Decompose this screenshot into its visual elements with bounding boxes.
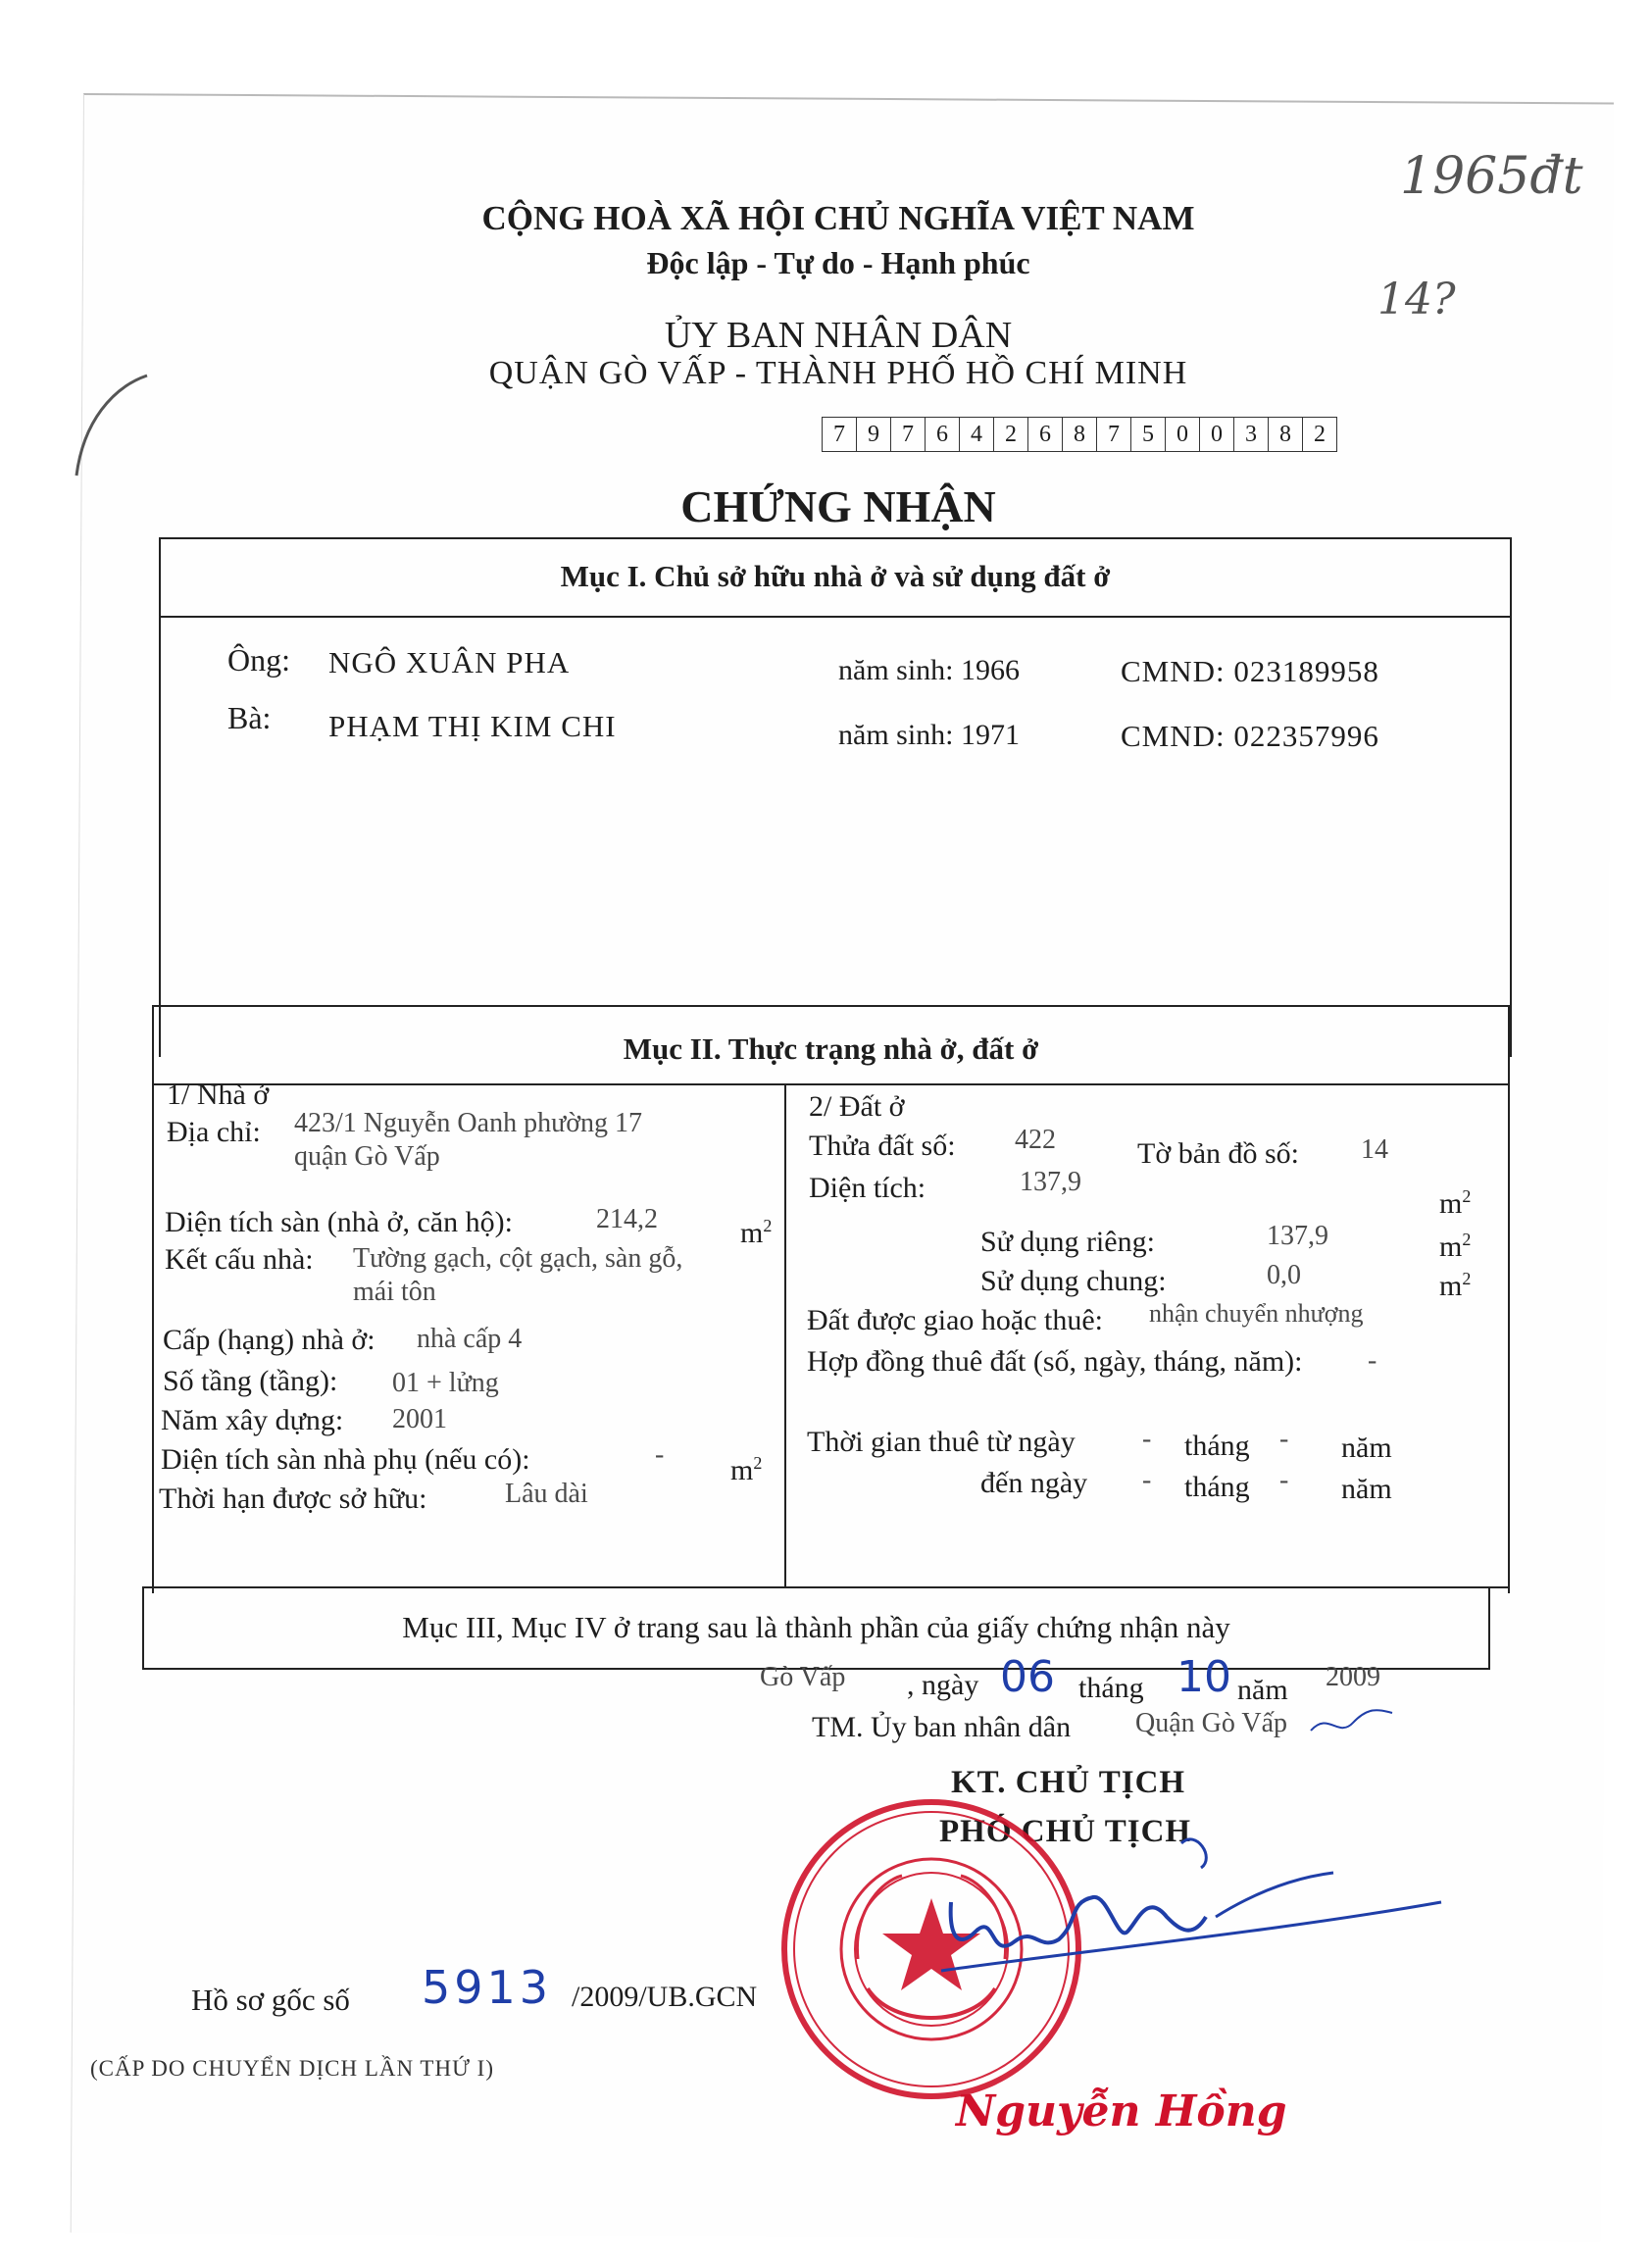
land-area-label: Diện tích: xyxy=(809,1172,926,1204)
allocated-label: Đất được giao hoặc thuê: xyxy=(807,1304,1104,1336)
map-sheet-value: 14 xyxy=(1361,1134,1388,1165)
lease-to-month: - xyxy=(1279,1465,1289,1495)
map-sheet-label: Tờ bản đồ số: xyxy=(1137,1137,1300,1170)
lease-to-year-label: năm xyxy=(1341,1473,1392,1505)
grade-value: nhà cấp 4 xyxy=(417,1324,523,1354)
private-use-unit: m xyxy=(1439,1231,1463,1263)
address-line1: 423/1 Nguyễn Oanh phường 17 xyxy=(294,1108,643,1138)
lease-to-label: đến ngày xyxy=(980,1467,1088,1499)
serial-digit: 5 xyxy=(1130,417,1166,452)
shared-use-label: Sử dụng chung: xyxy=(980,1265,1167,1297)
land-area-unit-sup: 2 xyxy=(1462,1186,1472,1206)
certificate-title: CHỨNG NHẬN xyxy=(680,481,996,531)
floors-value: 01 + lửng xyxy=(392,1368,499,1398)
initial-scribble xyxy=(1309,1701,1397,1740)
shared-use-unit: m xyxy=(1439,1270,1463,1302)
owner2-title: Bà: xyxy=(227,700,272,735)
floors-label: Số tầng (tầng): xyxy=(163,1365,338,1397)
margin-note-1965: 1965đt xyxy=(1400,147,1583,206)
serial-digit: 7 xyxy=(890,417,926,452)
dossier-number: 5913 xyxy=(422,1961,553,2014)
lease-contract-value: - xyxy=(1368,1345,1377,1376)
district-title: QUẬN GÒ VẤP - THÀNH PHỐ HỒ CHÍ MINH xyxy=(488,355,1188,391)
ownership-term-value: Lâu dài xyxy=(505,1479,588,1509)
serial-digit: 2 xyxy=(993,417,1028,452)
lease-from-day: - xyxy=(1142,1424,1152,1454)
issue-year: 2009 xyxy=(1326,1662,1380,1692)
aux-area-label: Diện tích sàn nhà phụ (nếu có): xyxy=(161,1443,530,1476)
land-area-value: 137,9 xyxy=(1020,1167,1081,1197)
house-heading: 1/ Nhà ở xyxy=(167,1079,270,1111)
sections-note: Mục III, Mục IV ở trang sau là thành phần của giấy chứng nhận này xyxy=(402,1610,1230,1644)
aux-area-value: - xyxy=(655,1439,665,1470)
serial-digit: 8 xyxy=(1062,417,1097,452)
aux-area-unit: m xyxy=(730,1454,754,1486)
allocated-value: nhận chuyển nhượng xyxy=(1149,1299,1364,1328)
land-heading: 2/ Đất ở xyxy=(809,1090,905,1123)
private-use-label: Sử dụng riêng: xyxy=(980,1226,1155,1258)
owner1-name: NGÔ XUÂN PHA xyxy=(328,645,571,679)
floor-area-value: 214,2 xyxy=(596,1204,658,1234)
serial-digit: 0 xyxy=(1165,417,1200,452)
private-use-value: 137,9 xyxy=(1267,1221,1328,1251)
land-area-unit-m: m xyxy=(1439,1187,1463,1220)
transfer-note: (CẤP DO CHUYỂN DỊCH LẦN THỨ I) xyxy=(90,2056,494,2081)
lease-to-day: - xyxy=(1142,1465,1152,1495)
dossier-suffix: /2009/UB.GCN xyxy=(572,1981,758,2013)
structure-label: Kết cấu nhà: xyxy=(165,1243,314,1276)
serial-digit: 7 xyxy=(1096,417,1131,452)
section2-heading: Mục II. Thực trạng nhà ở, đất ở xyxy=(623,1031,1039,1066)
serial-digit: 9 xyxy=(856,417,891,452)
committee-title: ỦY BAN NHÂN DÂN xyxy=(664,315,1013,356)
margin-note-number: 14? xyxy=(1377,275,1456,325)
plot-label: Thửa đất số: xyxy=(809,1130,956,1162)
owner1-id: CMND: 023189958 xyxy=(1121,654,1379,688)
owner1-title: Ông: xyxy=(227,642,290,678)
signer-name: Nguyễn Hồng xyxy=(956,2086,1287,2136)
serial-digit: 0 xyxy=(1199,417,1234,452)
date-year-label: năm xyxy=(1237,1674,1288,1706)
serial-digit: 3 xyxy=(1233,417,1269,452)
authority-label: TM. Ủy ban nhân dân xyxy=(812,1711,1072,1743)
serial-digit: 8 xyxy=(1268,417,1303,452)
issue-day: 06 xyxy=(1000,1652,1055,1702)
owner2-birth: năm sinh: 1971 xyxy=(838,719,1020,751)
lease-contract-label: Hợp đồng thuê đất (số, ngày, tháng, năm): xyxy=(807,1345,1303,1378)
sign-title-2: PHÓ CHỦ TỊCH xyxy=(939,1814,1192,1849)
owner1-birth: năm sinh: 1966 xyxy=(838,654,1020,686)
owner2-name: PHẠM THỊ KIM CHI xyxy=(328,709,617,743)
section1-heading: Mục I. Chủ sở hữu nhà ở và sử dụng đất ở xyxy=(560,559,1111,593)
shared-use-unit-sup: 2 xyxy=(1462,1269,1472,1288)
issue-month: 10 xyxy=(1176,1652,1231,1702)
aux-area-unit-sup: 2 xyxy=(753,1453,763,1473)
lease-from-year-label: năm xyxy=(1341,1432,1392,1464)
serial-digit: 2 xyxy=(1302,417,1337,452)
authority-value: Quận Gò Vấp xyxy=(1135,1708,1288,1738)
year-built-label: Năm xây dựng: xyxy=(161,1404,344,1436)
shared-use-value: 0,0 xyxy=(1267,1260,1301,1290)
floor-area-unit-sup: 2 xyxy=(763,1216,773,1235)
floor-area-label: Diện tích sàn (nhà ở, căn hộ): xyxy=(165,1206,513,1238)
address-line2: quận Gò Vấp xyxy=(294,1141,440,1172)
sign-title-1: KT. CHỦ TỊCH xyxy=(951,1765,1186,1800)
lease-from-month-label: tháng xyxy=(1184,1430,1250,1462)
serial-digit: 6 xyxy=(925,417,960,452)
lease-to-month-label: tháng xyxy=(1184,1471,1250,1503)
private-use-unit-sup: 2 xyxy=(1462,1230,1472,1249)
serial-digit: 7 xyxy=(822,417,857,452)
lease-from-label: Thời gian thuê từ ngày xyxy=(807,1426,1076,1458)
signature xyxy=(922,1824,1451,1990)
dossier-label: Hồ sơ gốc số xyxy=(191,1983,350,2017)
serial-number xyxy=(822,417,1336,452)
structure-line2: mái tôn xyxy=(353,1277,436,1307)
structure-line1: Tường gạch, cột gạch, sàn gỗ, xyxy=(353,1243,683,1274)
floor-area-unit: m xyxy=(740,1217,764,1249)
date-day-label: , ngày xyxy=(907,1669,979,1701)
lease-from-month: - xyxy=(1279,1424,1289,1454)
address-label: Địa chỉ: xyxy=(167,1116,261,1148)
year-built-value: 2001 xyxy=(392,1404,447,1434)
issue-place: Gò Vấp xyxy=(760,1662,846,1692)
date-month-label: tháng xyxy=(1078,1672,1144,1704)
serial-digit: 4 xyxy=(959,417,994,452)
motto: Độc lập - Tự do - Hạnh phúc xyxy=(646,245,1030,280)
grade-label: Cấp (hạng) nhà ở: xyxy=(163,1324,375,1356)
ownership-term-label: Thời hạn được sở hữu: xyxy=(159,1482,427,1515)
republic-title: CỘNG HOÀ XÃ HỘI CHỦ NGHĨA VIỆT NAM xyxy=(481,199,1195,237)
plot-value: 422 xyxy=(1015,1125,1056,1155)
owner2-id: CMND: 022357996 xyxy=(1121,719,1379,753)
serial-digit: 6 xyxy=(1027,417,1063,452)
